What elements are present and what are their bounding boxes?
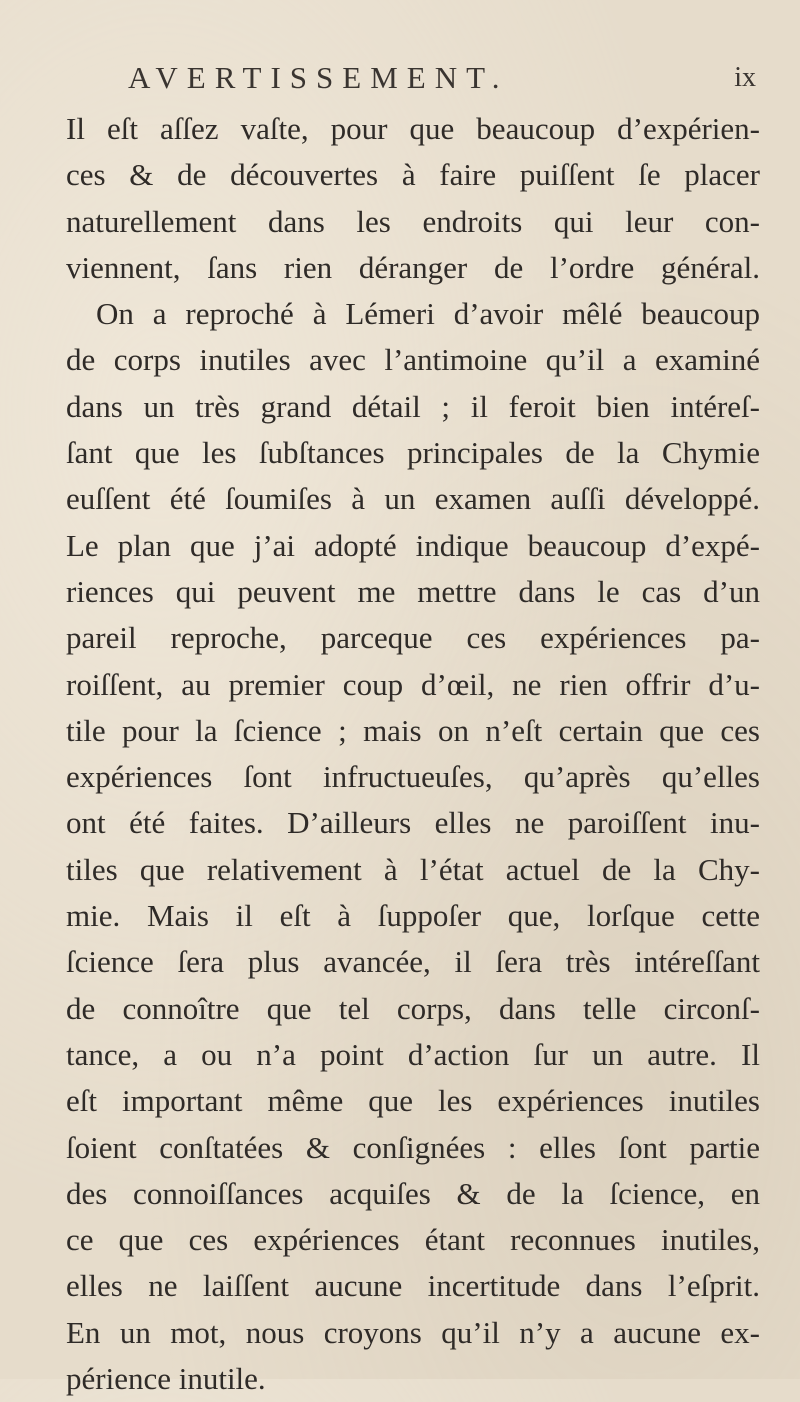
text-line: périence inutile.	[66, 1361, 266, 1397]
text-line: pareil reproche, parceque ces expériences pa-	[66, 620, 760, 656]
text-line: ſoient conſtatées & conſignées : elles ſont partie	[66, 1129, 760, 1165]
body-text	[66, 106, 760, 1402]
running-head: AVERTISSEMENT.	[128, 60, 509, 95]
text-line: eſt important même que les expériences inutiles	[66, 1083, 760, 1119]
text-line: elles ne laiſſent aucune incertitude dans l’eſprit.	[66, 1268, 760, 1304]
page-number: ix	[734, 62, 756, 93]
text-line: ont été faites. D’ailleurs elles ne paroiſſent inu-	[66, 805, 760, 841]
text-line: En un mot, nous croyons qu’il n’y a aucune ex-	[66, 1314, 760, 1350]
page-header	[128, 60, 768, 100]
text-line: tile pour la ſcience ; mais on n’eſt certain que ces	[66, 712, 760, 748]
text-line: riences qui peuvent me mettre dans le cas d’un	[66, 573, 760, 609]
text-line: ces & de découvertes à faire puiſſent ſe placer	[66, 157, 760, 193]
text-line: de corps inutiles avec l’antimoine qu’il a examiné	[66, 342, 760, 378]
text-line: des connoiſſances acquiſes & de la ſcience, en	[66, 1175, 760, 1211]
text-line: ſant que les ſubſtances principales de la Chymie	[66, 435, 760, 471]
text-line: roiſſent, au premier coup d’œil, ne rien offrir d’u-	[66, 666, 760, 702]
text-line: Il eſt aſſez vaſte, pour que beaucoup d’expérien-	[66, 111, 760, 146]
text-line: ce que ces expériences étant reconnues inutiles,	[66, 1222, 760, 1258]
paragraph-start-line: On a reproché à Lémeri d’avoir mêlé beaucoup	[96, 296, 760, 332]
text-line: ſcience ſera plus avancée, il ſera très intéreſſant	[66, 944, 760, 980]
text-line: Le plan que j’ai adopté indique beaucoup d’expé-	[66, 527, 760, 563]
text-line: naturellement dans les endroits qui leur con-	[66, 203, 760, 239]
text-line: expériences ſont infructueuſes, qu’après qu’elles	[66, 759, 760, 795]
text-line: dans un très grand détail ; il feroit bien intéreſ-	[66, 388, 760, 424]
text-line: tiles que relativement à l’état actuel de la Chy-	[66, 851, 760, 887]
text-line: mie. Mais il eſt à ſuppoſer que, lorſque cette	[66, 898, 760, 934]
text-line: de connoître que tel corps, dans telle circonſ-	[66, 990, 760, 1026]
text-line: euſſent été ſoumiſes à un examen auſſi développé.	[66, 481, 760, 517]
text-line: tance, a ou n’a point d’action ſur un autre. Il	[66, 1036, 760, 1072]
text-line: viennent, ſans rien déranger de l’ordre général.	[66, 249, 760, 285]
